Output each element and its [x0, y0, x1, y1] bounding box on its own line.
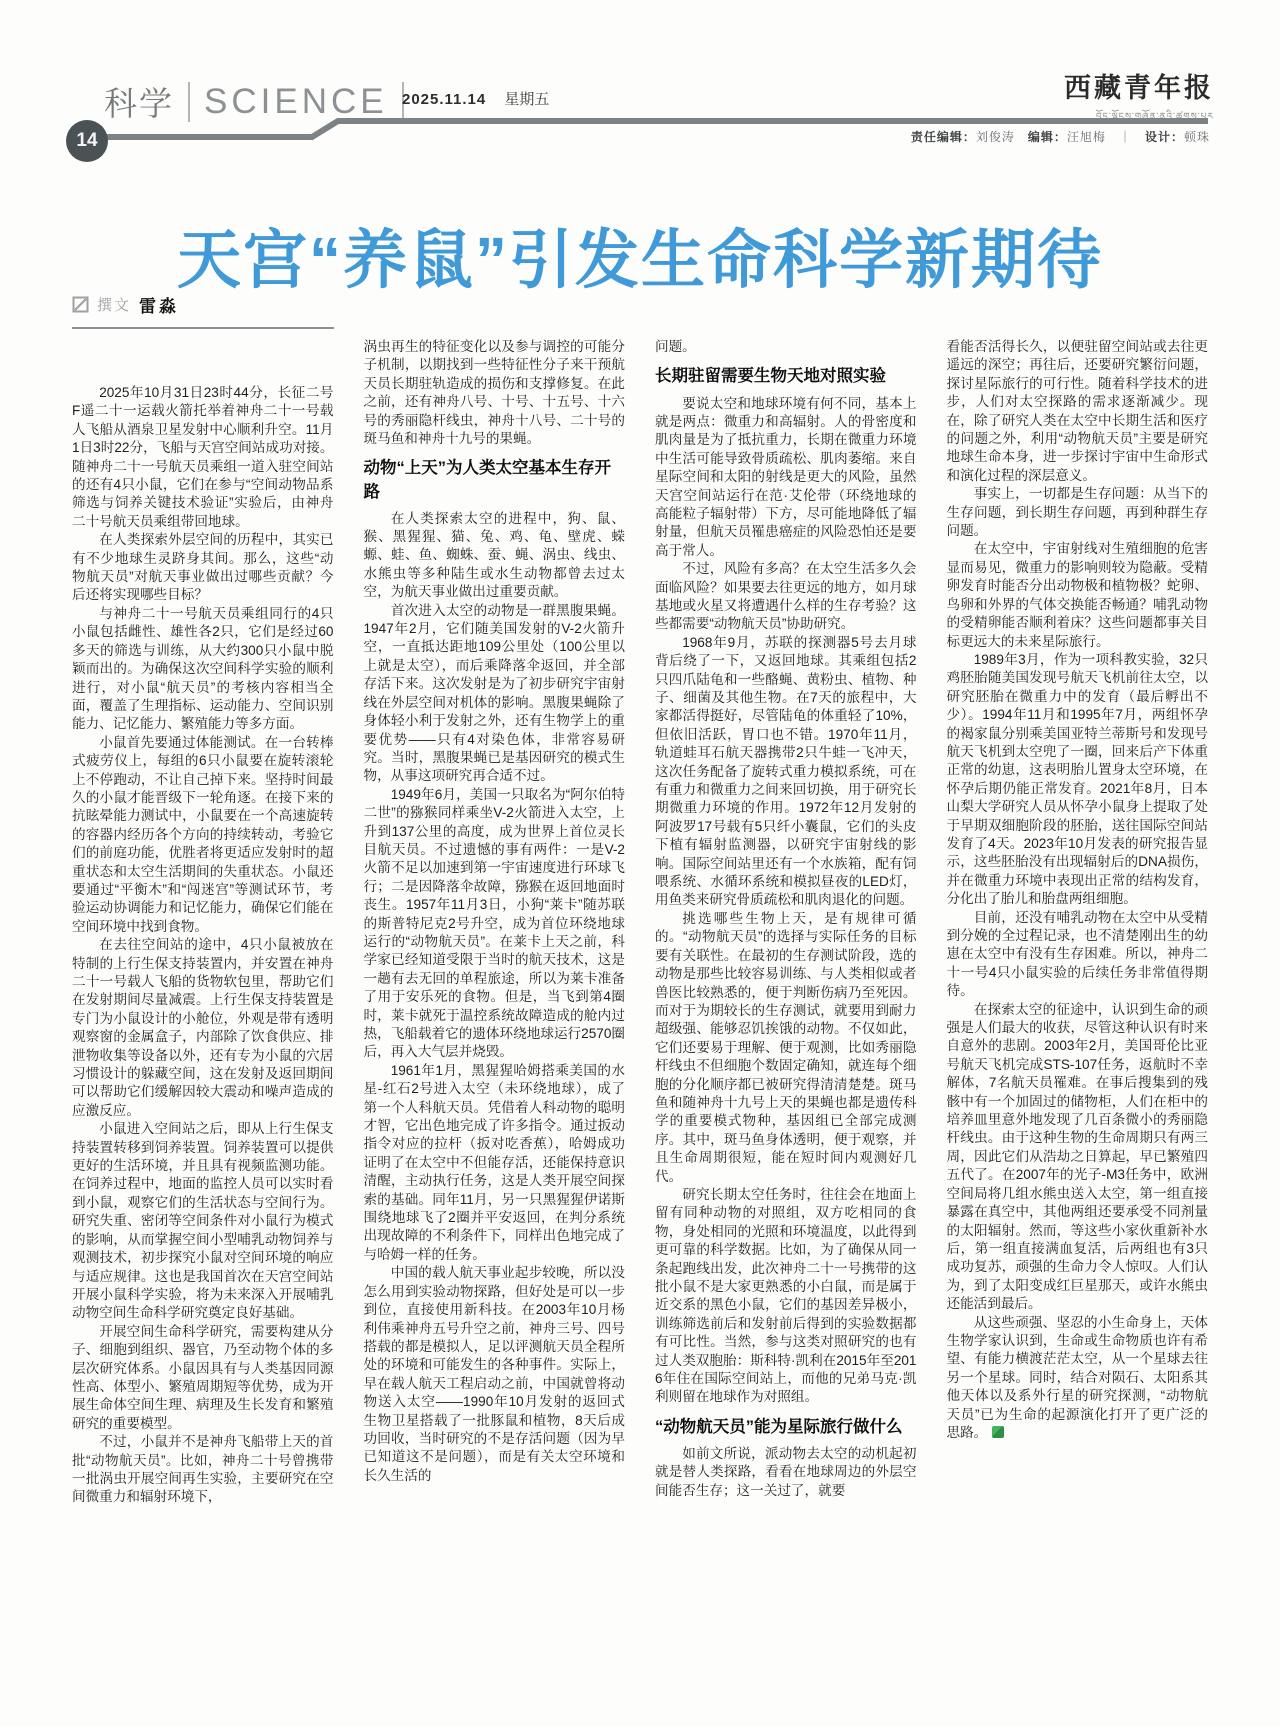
- page-number-badge: 14: [66, 120, 108, 162]
- designer-label: 设计：: [1144, 130, 1184, 144]
- body-paragraph: 涡虫再生的特征变化以及参与调控的可能分子机制，以期找到一些特征性分子来干预航天员长期驻轨造成的损伤和支撑修复。在此之前，还有神舟八号、十号、十五号、十六号的秀丽隐杆线虫，神舟十八号、二十号的斑马鱼和神舟十九号的果蝇。: [363, 339, 625, 447]
- body-paragraph: 在去往空间站的途中，4只小鼠被放在特制的上行生保支持装置内，并安置在神舟二十一号载人飞船的货物软包里，帮助它们在发射期间尽量减震。上行生保支持装置是专门为小鼠设计的小舱位，外观是带有透明观察窗的金属盒子，内部除了饮食供应、排泄物收集等设备以外，还有专为小鼠的穴居习惯设计的躲藏空间，这在发射及返回期间可以帮助它们缓解因较大震动和噪声造成的应激反应。: [72, 937, 334, 1118]
- body-paragraph: 在太空中，宇宙射线对生殖细胞的危害显而易见，微重力的影响则较为隐蔽。受精卵发育时能否分出动物极和植物极？蛇卵、鸟卵和外界的气体交换能否畅通？哺乳动物的受精卵能否顺利着床？这些问题都事关目标更远大的未来星际旅行。: [946, 541, 1208, 649]
- duty-editor-label: 责任编辑：: [910, 130, 976, 144]
- section-title-cn: 科学: [104, 85, 174, 122]
- body-paragraph: 研究长期太空任务时，往往会在地面上留有同种动物的对照组，双方吃相同的食物，身处相同的光照和环境温度，以此得到更可靠的科学数据。比如，为了确保从同一条起跑线出发，此次神舟二十一号携带的这批小鼠不是大家更熟悉的小白鼠，而是属于近交系的黑色小鼠，它们的基因差异极小，训练筛选前后和发射前后得到的实验数据都有可比性。当然，参与这类对照研究的也有过人类双胞胎：斯科特·凯利在2015年至2016年住在国际空间站上，而他的兄弟马克·凯利则留在地球作为对照组。: [655, 1186, 917, 1405]
- body-paragraph: 1949年6月，美国一只取名为“阿尔伯特二世”的猕猴同样乘坐V-2火箭进入太空，上升到137公里的高度，成为世界上首位灵长目航天员。不过遗憾的事有两件：一是V-2火箭不足以加速到第一宇宙速度进行环球飞行；二是因降落伞故障，猕猴在返回地面时丧生。1957年11月3日，小狗“莱卡”随苏联的斯普特尼克2号升空，成为首位环绕地球运行的“动物航天员”。在莱卡上天之前，科学家已经知道受限于当时的航天技术，这是一趟有去无回的单程旅途，所以为莱卡准备了用于安乐死的食物。但是，当飞到第4圈时，莱卡就死于温控系统故障造成的舱内过热，飞船载着它的遗体环绕地球运行2570圈后，再入大气层并烧毁。: [363, 786, 625, 1060]
- subheading: “动物航天员”能为星际旅行做什么: [655, 1417, 903, 1436]
- subheading: 长期驻留需要生物天地对照实验: [655, 367, 886, 386]
- body-paragraph: 与神舟二十一号航天员乘组同行的4只小鼠包括雌性、雄性各2只，它们是经过60多天的筛选与训练，从大约300只小鼠中脱颖而出的。为确保这次空间科学实验的顺利进行，对小鼠“航天员”的考核内容相当全面，覆盖了生理指标、运动能力、空间识别能力、记忆能力、繁殖能力等多方面。: [72, 605, 334, 732]
- body-paragraph: 看能否活得长久，以便驻留空间站或去往更遥远的深空；再往后，还要研究繁衍问题，探讨星际旅行的可行性。随着科学技术的进步，人们对太空探路的需求逐渐减少。现在，除了研究人类在太空中长期生活和医疗的问题之外，利用“动物航天员”主要是研究地球生命本身，进一步探讨宇宙中生命形式和演化过程的深层意义。: [946, 339, 1208, 483]
- section-title-en: SCIENCE: [204, 81, 388, 121]
- body-paragraph: 在探索太空的征途中，认识到生命的顽强是人们最大的收获，尽管这种认识有时来自意外的悲剧。2003年2月，美国哥伦比亚号航天飞机完成STS-107任务，返航时不幸解体，7名航天员罹难。在事后搜集到的残骸中有一个加固过的储物柜，人们在柜中的培养皿里意外地发现了几百条微小的秀丽隐杆线虫。由于这种生物的生命周期只有两三周，因此它们从浩劫之日算起，早已繁殖四五代了。在2007年的光子-M3任务中，欧洲空间局将几组水熊虫送入太空，第一组直接暴露在真空中，其他两组还要承受不同剂量的太阳辐射。然而，等这些小家伙重新补水后，第一组直接满血复活，后两组也有3只成功复苏，顽强的生命力令人惊叹。人们认为，到了太阳变成红巨星那天，或许水熊虫还能活到最后。: [946, 1001, 1208, 1312]
- body-paragraph: 小鼠首先要通过体能测试。在一台转棒式疲劳仪上，每组的6只小鼠要在旋转滚轮上不停跑动，不让自己掉下来。坚持时间最久的小鼠才能晋级下一轮角逐。在接下来的抗眩晕能力测试中，小鼠要在一个高速旋转的容器内经历各个方向的持续转动，考验它们的前庭功能，优胜者将更适应发射时的超重状态和太空生活期间的失重状态。小鼠还要通过“平衡木”和“闯迷宫”等测试环节，考验运动协调能力和记忆能力，确保它们能在空间环境中找到食物。: [72, 734, 334, 934]
- body-paragraph: 小鼠进入空间站之后，即从上行生保支持装置转移到饲养装置。饲养装置可以提供更好的生活环境，并且具有视频监测功能。在饲养过程中，地面的监控人员可以实时看到小鼠，观察它们的生活状态与空间行为。研究失重、密闭等空间条件对小鼠行为模式的影响，从而掌握空间小型哺乳动物饲养与观测技术，初步探究小鼠对空间环境的响应与适应规律。这也是我国首次在天宫空间站开展小鼠科学实验，将为未来深入开展哺乳动物空间生命科学研究奠定良好基础。: [72, 1121, 334, 1321]
- byline-label: 撰文: [97, 297, 132, 314]
- body-paragraph: 问题。: [655, 339, 696, 354]
- body-paragraph: 在人类探索外层空间的历程中，其实已有不少地球生灵跻身其间。那么，这些“动物航天员”对航天事业做出过哪些贡献？今后还将实现哪些目标？: [72, 532, 334, 603]
- body-paragraph: 要说太空和地球环境有何不同，基本上就是两点：微重力和高辐射。人的骨密度和肌肉量是为了抵抗重力，长期在微重力环境中生活可能导致骨质疏松、肌肉萎缩。来自星际空间和太阳的射线是更大的风险，虽然天宫空间站运行在范·艾伦带（环绕地球的高能粒子辐射带）下方，尽可能地降低了辐射量，但航天员罹患癌症的风险恐怕还是要高于常人。: [655, 395, 917, 558]
- newspaper-name-tibetan: བོད་ལྗོངས་གཞོན་ནུའི་ཚགས་པར: [1095, 111, 1214, 121]
- article-body: [72, 338, 1208, 1507]
- body-paragraph: 中国的载人航天事业起步较晚，所以没怎么用到实验动物探路，但好处是可以一步到位，直接使用新科技。在2003年10月杨利伟乘神舟五号升空之前，神舟三号、四号搭载的都是模拟人，足以评测航天员全程所处的环境和可能发生的各种事件。实际上，早在载人航天工程启动之前，中国就曾将动物送入太空——1990年10月发射的返回式生物卫星搭载了一批豚鼠和植物，8天后成功回收，当时研究的不是存活问题（因为早已知道这不是问题），而是有关太空环境和长久生活的: [363, 1265, 625, 1483]
- text-column: [364, 338, 626, 1507]
- body-paragraph: 1961年1月，黑猩猩哈姆搭乘美国的水星-红石2号进入太空（未环绕地球），成了第一个人科航天员。凭借着人科动物的聪明才智，它出色地完成了许多指令。通过扳动指令对应的拉杆（扳对吃香蕉），哈姆成功证明了在太空中不但能存活，还能保持意识清醒，主动执行任务，这是人类开展空间探索的基础。同年11月，另一只黑猩猩伊诺斯围绕地球飞了2圈并平安返回，在判分系统出现故障的不利条件下，同样出色地完成了与哈姆一样的任务。: [363, 1062, 625, 1262]
- body-paragraph: 2025年10月31日23时44分，长征二号F遥二十一运载火箭托举着神舟二十一号载人飞船从酒泉卫星发射中心顺利升空。11月1日3时22分，飞船与天宫空间站成功对接。随神舟二十一号航天员乘组一道入驻空间站的还有4只小鼠，它们在参与“空间动物品系筛选与饲养关键技术验证”实验后，由神舟二十号航天员乘组带回地球。: [72, 385, 334, 529]
- byline: [72, 292, 334, 329]
- end-of-article-icon: [992, 1426, 1004, 1438]
- compose-icon: [72, 296, 89, 313]
- weekday: 星期五: [504, 91, 550, 108]
- body-paragraph: 1968年9月，苏联的探测器5号去月球背后绕了一下，又返回地球。其乘组包括2只四爪陆龟和一些酪蝇、黄粉虫、植物、种子、细菌及其他生物。在7天的旅程中，大家都活得挺好，尽管陆龟的体重轻了10%，但依旧活跃，胃口也不错。1970年11月，轨道蛙耳石航天器携带2只牛蛙一飞冲天，这次任务配备了旋转式重力模拟系统，可在有重力和微重力之间来回切换，用于研究长期微重力环境的作用。1972年12月发射的阿波罗17号载有5只纤小囊鼠，它们的头皮下植有辐射监测器，以研究宇宙射线的影响。国际空间站里还有一个水族箱，配有饲喂系统、水循环系统和模拟昼夜的LED灯，用鱼类来研究骨质疏松和肌肉退化的问题。: [655, 634, 917, 908]
- body-paragraph: 开展空间生命科学研究，需要构建从分子、细胞到组织、器官，乃至动物个体的多层次研究体系。小鼠因具有与人类基因同源性高、体型小、繁殖周期短等优势，成为开展生命体空间生理、病理及生长发育和繁殖研究的重要模型。: [72, 1323, 334, 1431]
- body-paragraph: 挑选哪些生物上天，是有规律可循的。“动物航天员”的选择与实际任务的目标要有关联性。在最初的生存测试阶段，选的动物是那些比较容易训练、与人类相似或者兽医比较熟悉的，便于判断伤病乃至死因。而对于为期较长的生存测试，就要用到耐力超级强、能够忍饥挨饿的动物。不仅如此，它们还要易于理解、便于观测，比如秀丽隐杆线虫不但细胞个数固定确知，就连每个细胞的分化顺序都已被研究得清清楚楚。斑马鱼和随神舟十九号上天的果蝇也都是遗传科学的重要模式物种，基因组已全部完成测序。其中，斑马鱼身体透明，便于观察，并且生命周期很短，能在短时间内观测好几代。: [655, 910, 917, 1184]
- newspaper-name: 西藏青年报: [1064, 73, 1214, 103]
- body-paragraph: 1989年3月，作为一项科教实验，32只鸡胚胎随美国发现号航天飞机前往太空，以研究胚胎在微重力中的发育（最后孵出不少）。1994年11月和1995年7月，两组怀孕的褐家鼠分别乘美国亚特兰蒂斯号和发现号航天飞机到太空兜了一圈，回来后产下体重正常的幼崽，这表明胎儿置身太空环境，在怀孕后期仍能正常发育。2021年8月，日本山梨大学研究人员从怀孕小鼠身上提取了处于早期双细胞阶段的胚胎，送往国际空间站发育了4天。2023年10月发表的研究报告显示，这些胚胎没有出现辐射后的DNA损伤，并在微重力环境中表现出正常的结构发育，分化出了胎儿和胎盘两组细胞。: [946, 651, 1208, 907]
- text-column: [947, 338, 1209, 1507]
- body-paragraph: 如前文所说，派动物去太空的动机起初就是替人类探路，看看在地球周边的外层空间能否生存；这一关过了，就要: [655, 1445, 917, 1498]
- byline-author: 雷淼: [139, 297, 180, 316]
- body-paragraph: 在人类探索太空的进程中，狗、鼠、猴、黑猩猩、猫、兔、鸡、龟、壁虎、蝾螈、蛙、鱼、蜘蛛、蚕、蝇、涡虫、线虫、水熊虫等多种陆生或水生动物都曾去过太空，为航天事业做出过重要贡献。: [363, 510, 625, 600]
- text-column: [72, 338, 334, 1507]
- date-block: [402, 88, 549, 109]
- text-column: [655, 338, 917, 1507]
- article-headline: 天宫“养鼠”引发生命科学新期待: [177, 223, 1103, 296]
- designer-name: 顿珠: [1183, 130, 1210, 144]
- byline-rule: [72, 327, 334, 329]
- body-paragraph: 目前，还没有哺乳动物在太空中从受精到分娩的全过程记录，也不清楚刚出生的幼崽在太空中有没有生存困难。所以，神舟二十一号4只小鼠实验的后续任务非常值得期待。: [946, 909, 1208, 999]
- duty-editor-name: 刘俊涛: [975, 130, 1015, 144]
- body-paragraph: 事实上，一切都是生存问题：从当下的生存问题，到长期生存问题，再到种群生存问题。: [946, 486, 1208, 539]
- body-paragraph: 不过，风险有多高？在太空生活多久会面临风险？如果要去往更远的地方，如月球基地或火星又将遭遇什么样的生存考验？这些都需要“动物航天员”协助研究。: [655, 561, 917, 632]
- issue-date: 2025.11.14: [402, 91, 487, 108]
- subheading: 动物“上天”为人类太空基本生存开路: [363, 459, 611, 501]
- body-paragraph: 首次进入太空的动物是一群黑腹果蝇。1947年2月，它们随美国发射的V-2火箭升空，一直抵达距地109公里处（100公里以上就是太空），而后乘降落伞返回，并全部存活下来。这次发射是为了初步研究宇宙射线在外层空间对机体的影响。黑腹果蝇除了身体轻小利于发射之外，还有生物学上的重要优势——只有4对染色体，非常容易研究。当时，黑腹果蝇已是基因研究的模式生物，从事这项研究再合适不过。: [363, 602, 625, 784]
- credits-divider: ｜: [1118, 130, 1132, 144]
- editor-name: 汪旭梅: [1066, 130, 1106, 144]
- body-paragraph: 不过，小鼠并不是神舟飞船带上天的首批“动物航天员”。比如，神舟二十号曾携带一批涡虫开展空间再生实验，主要研究在空间微重力和辐射环境下，: [72, 1434, 334, 1505]
- body-paragraph: 从这些顽强、坚忍的小生命身上，天体生物学家认识到，生命或生命物质也许有希望、有能力横渡茫茫太空，从一个星球去往另一个星球。同时，结合对陨石、太阳系其他天体以及系外行星的研究探测，“动物航天员”已为生命的起源演化打开了更广泛的思路。: [946, 1314, 1208, 1440]
- editor-label: 编辑：: [1027, 130, 1067, 144]
- header-rule: [66, 108, 1211, 142]
